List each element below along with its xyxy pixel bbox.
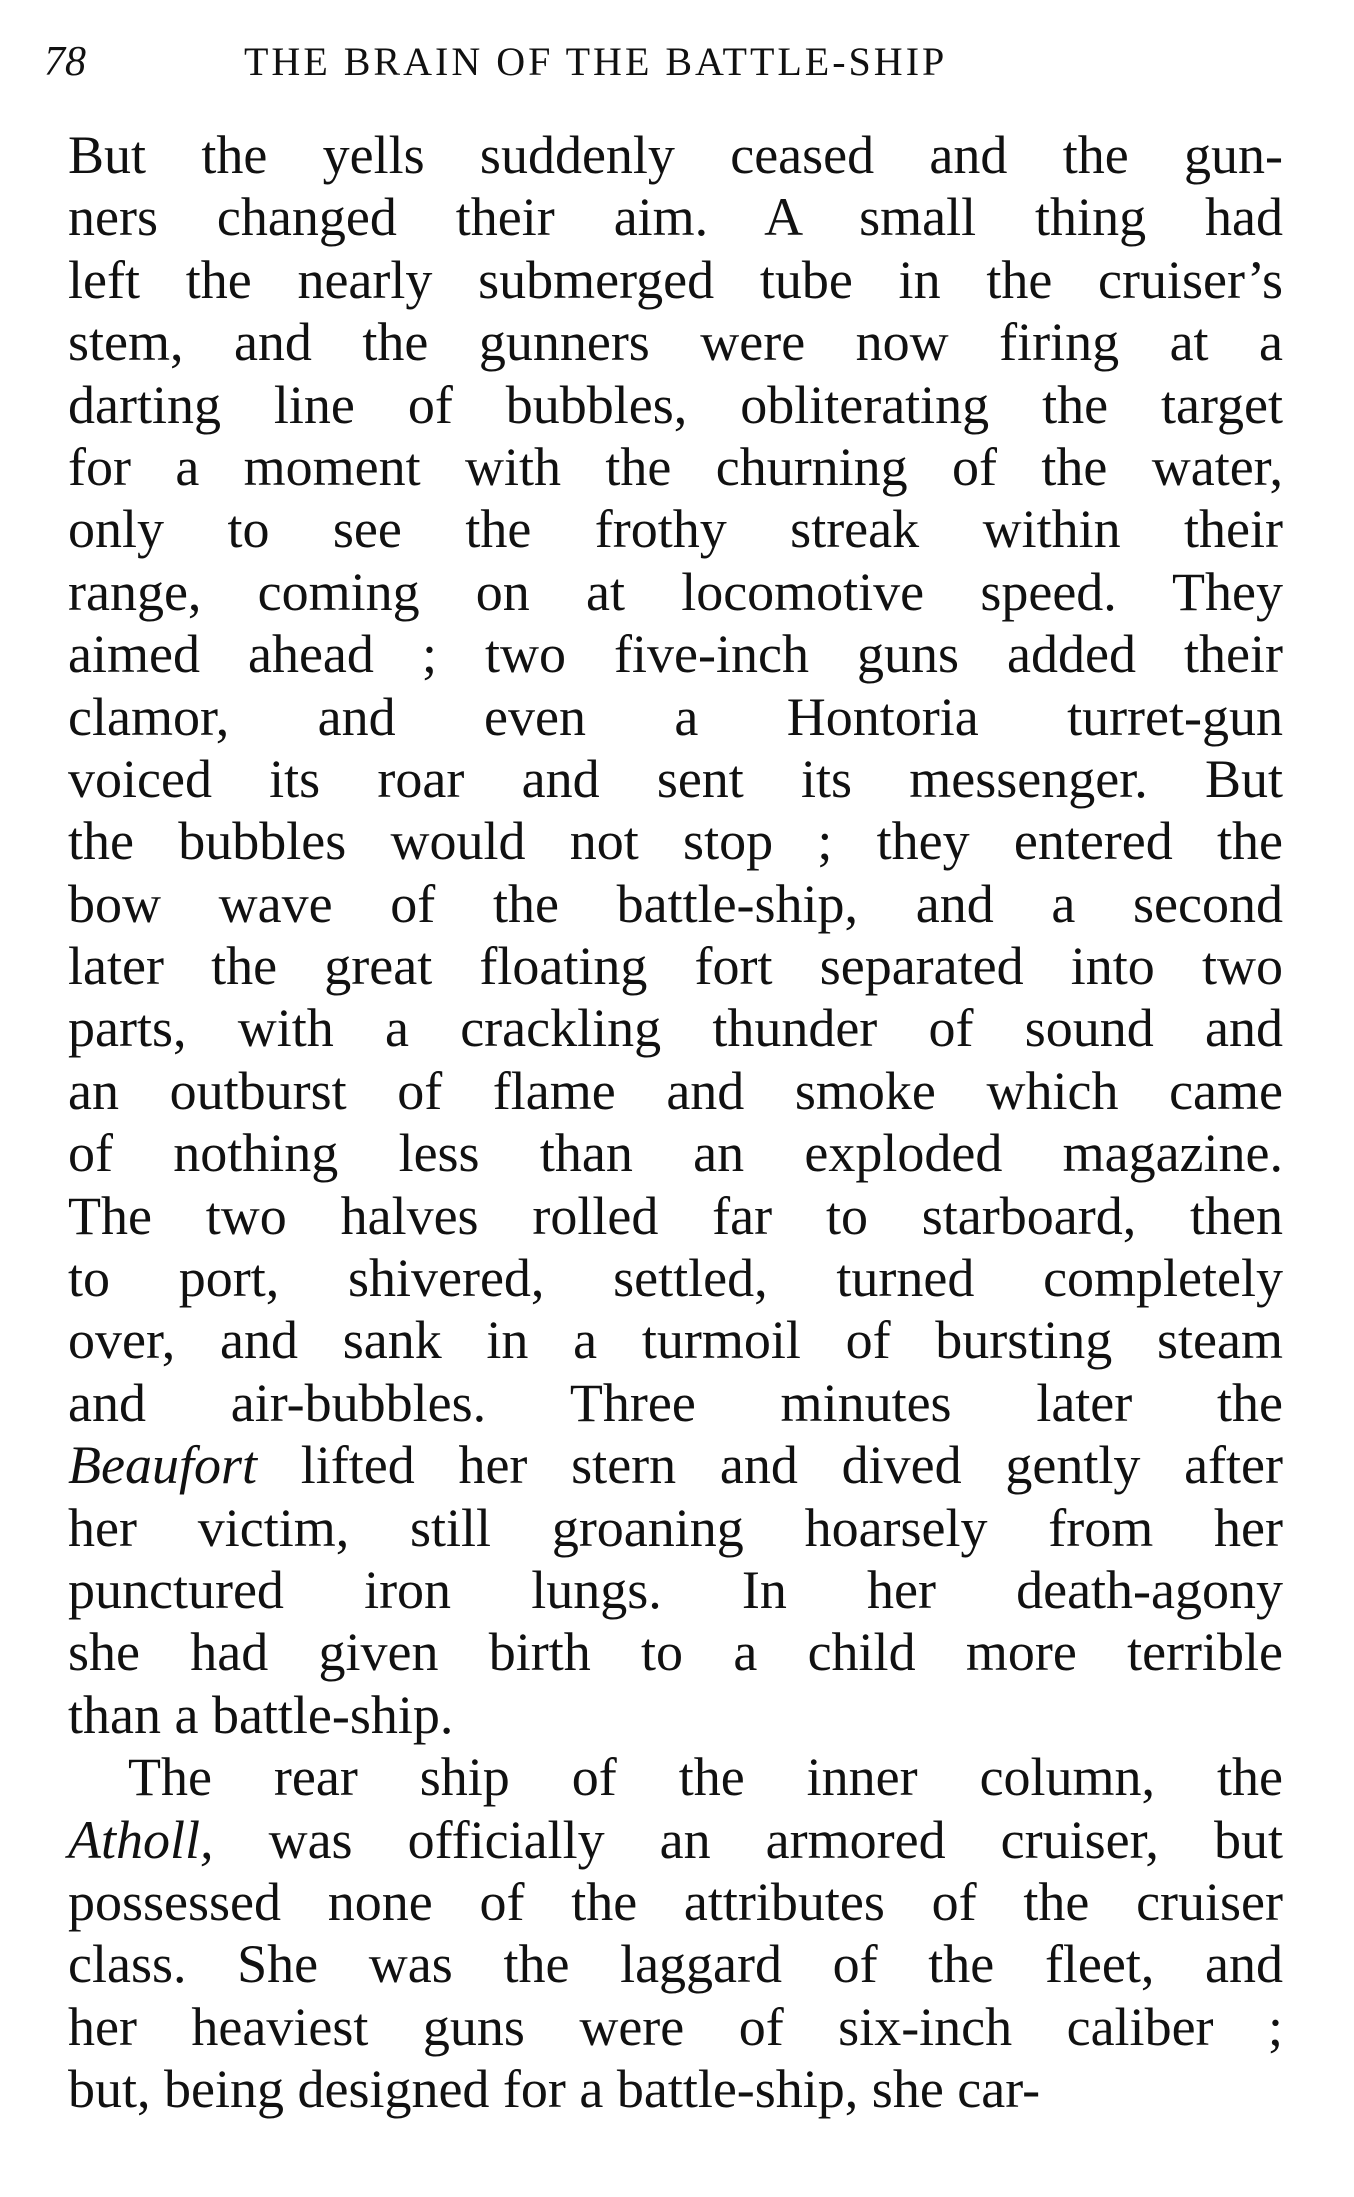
text-line: an outburst of flame and smoke which came (68, 1060, 1283, 1121)
text-line: parts, with a crackling thunder of sound and (68, 998, 1283, 1059)
text-line: darting line of bubbles, obliterating the target (68, 374, 1283, 435)
text-line: but, being designed for a battle-ship, she car- (68, 2059, 1041, 2120)
line-remainder: lifted her stern and dived gently after (256, 1435, 1283, 1496)
text-line: ners changed their aim. A small thing had (68, 187, 1283, 248)
body-text (68, 124, 1283, 2121)
italic-ship-name: Atholl, (68, 1809, 214, 1870)
text-line: range, coming on at locomotive speed. They (68, 561, 1283, 622)
text-line: But the yells suddenly ceased and the gun- (68, 125, 1283, 185)
running-title: THE BRAIN OF THE BATTLE-SHIP (244, 39, 948, 84)
text-line: class. She was the laggard of the fleet, and (68, 1934, 1283, 1995)
text-line: bow wave of the battle-ship, and a second (68, 873, 1283, 934)
paragraph (68, 1746, 1283, 2120)
text-line: punctured iron lungs. In her death-agony (68, 1559, 1283, 1620)
text-line: The rear ship of the inner column, the (128, 1747, 1283, 1808)
text-line: later the great floating fort separated into two (68, 936, 1283, 997)
text-line: clamor, and even a Hontoria turret-gun (68, 686, 1283, 747)
text-line: left the nearly submerged tube in the cruiser’s (68, 249, 1283, 310)
page-number: 78 (44, 39, 86, 85)
text-line (68, 1809, 1283, 1871)
text-line: possessed none of the attributes of the cruiser (68, 1871, 1283, 1932)
text-line: her heaviest guns were of six-inch caliber ; (68, 1996, 1283, 2057)
text-line: than a battle-ship. (68, 1684, 454, 1745)
text-line: for a moment with the churning of the water, (68, 436, 1283, 497)
text-line: she had given birth to a child more terrible (68, 1622, 1283, 1683)
text-line: only to see the frothy streak within their (68, 499, 1283, 560)
text-line: stem, and the gunners were now firing at a (68, 312, 1283, 373)
text-line (68, 1434, 1283, 1496)
text-line: voiced its roar and sent its messenger. But (68, 748, 1283, 809)
text-line: her victim, still groaning hoarsely from her (68, 1497, 1283, 1558)
line-remainder: was officially an armored cruiser, but (213, 1809, 1283, 1870)
text-line: to port, shivered, settled, turned completely (68, 1248, 1283, 1309)
text-line: The two halves rolled far to starboard, then (68, 1185, 1283, 1246)
text-line: and air-bubbles. Three minutes later the (68, 1372, 1283, 1433)
running-head (44, 32, 1284, 92)
text-line: the bubbles would not stop ; they entered the (68, 811, 1283, 872)
text-line: over, and sank in a turmoil of bursting steam (68, 1310, 1283, 1371)
paragraph (68, 124, 1283, 1746)
italic-ship-name: Beaufort (68, 1435, 257, 1496)
text-line: aimed ahead ; two five-inch guns added their (68, 624, 1283, 685)
text-line: of nothing less than an exploded magazine. (68, 1123, 1283, 1184)
